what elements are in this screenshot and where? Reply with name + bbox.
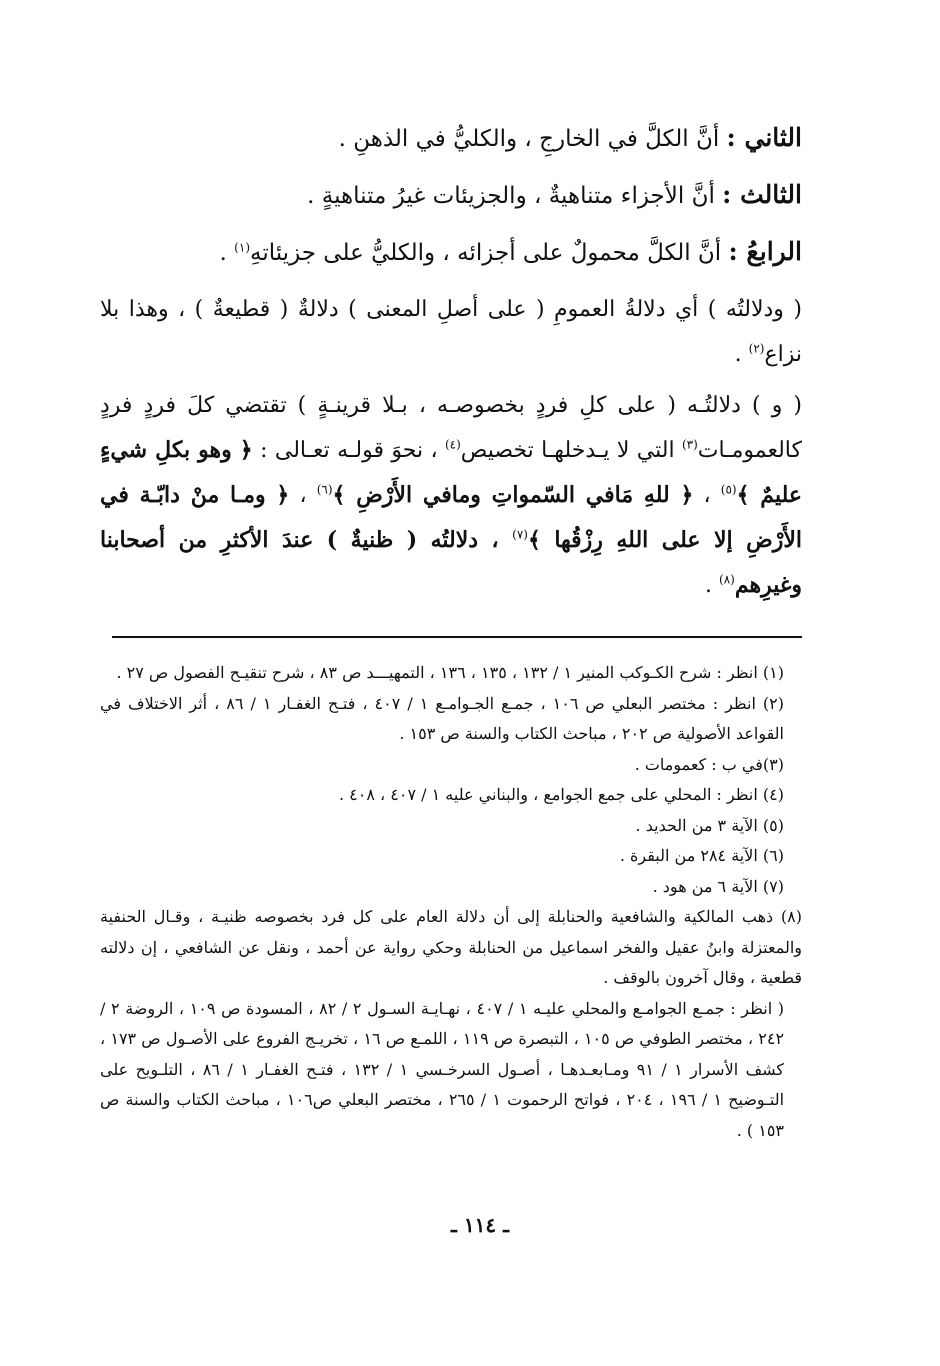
item-heading: الرابعُ : bbox=[728, 237, 802, 266]
paragraph-general-meaning bbox=[100, 287, 802, 377]
footnote: (٦) الآية ٢٨٤ من البقرة . bbox=[619, 846, 784, 865]
quran-verse: ﴿ ومـا منْ دابّـة في الأَرْضِ إلا على اللهِ رِزْقُها ﴾ bbox=[100, 482, 802, 553]
paragraph-individual-meaning bbox=[100, 383, 802, 608]
footnote-ref: (١) bbox=[234, 240, 250, 255]
paragraph-text: التي لا يـدخلهـا تخصيص bbox=[460, 438, 682, 463]
quran-verse: ﴿ للهِ مَافي السّمواتِ ومافي الأَرْضِ ﴾ bbox=[332, 482, 694, 508]
item-text: أنَّ الكلَّ في الخارجِ ، والكليُّ في الذهنِ . bbox=[338, 126, 727, 152]
footnote: (٧) الآية ٦ من هود . bbox=[652, 876, 784, 896]
paragraph-text: ( ودلالتُه ) أي دلالةُ العمومِ ( على أصلِ المعنى ) دلالةٌ ( قطيعةٌ ) ، وهذا بلا نزاع bbox=[100, 297, 802, 367]
footnote: (٨) ذهب المالكية والشافعية والحنابلة إلى أن دلالة العام على كل فرد بخصوصه ظنيـة ، وقـال الحنفية والمعتزلة وابنُ عقيل والفخر اسماعيل من الحنابلة وحكي رواية عن أحمد ، ونقل عن الشافعي ، إن دلالته قطعية ، وقال آخرون بالوقف . bbox=[100, 907, 802, 987]
item-tail: . bbox=[219, 240, 235, 266]
separator: ، bbox=[693, 483, 721, 508]
footnote-ref: (٣) bbox=[681, 437, 698, 452]
footnote: (١) انظر : شرح الكـوكب المنير ١ / ١٣٢ ، ١٣٥ ، ١٣٦ ، التمهيـــد ص ٨٣ ، شرح تنقيـح الفصول ص ٢٧ . bbox=[116, 663, 784, 682]
footnote-divider bbox=[112, 636, 802, 638]
separator: ، bbox=[289, 483, 317, 508]
footnote: (٤) انظر : المحلي على جمع الجوامع ، والبناني عليه ١ / ٤٠٧ ، ٤٠٨ . bbox=[338, 785, 784, 804]
item-text: أنَّ الأجزاء متناهيةٌ ، والجزيئات غيرُ متناهيةٍ . bbox=[307, 183, 723, 209]
footnote-ref: (٥) bbox=[720, 482, 737, 497]
footnote-ref: (٢) bbox=[748, 341, 765, 356]
item-second bbox=[100, 110, 802, 167]
item-fourth bbox=[100, 224, 802, 281]
footnote-ref: (٨) bbox=[719, 572, 735, 587]
footnote-ref: (٤) bbox=[444, 437, 461, 452]
paragraph-text: ( و ) دلالتُـه ( على كلِ فردٍ بخصوصـه ، بـلا قرينـةٍ ) تقتضي كلَ فردٍ فردٍ كالعمومـات bbox=[100, 393, 802, 463]
footnote-ref: (٦) bbox=[316, 482, 333, 497]
quran-verse: ﴿ وهو بكلِ شيءٍ عليمٌ ﴾ bbox=[100, 437, 802, 508]
item-heading: الثالث : bbox=[722, 180, 802, 209]
footnote: (٢) انظر : مختصر البعلي ص ١٠٦ ، جمـع الجـوامـع ١ / ٤٠٧ ، فتـح الغفـار ١ / ٨٦ ، أثر الاختلاف في القواعد الأصولية ص ٢٠٢ ، مباحث الكتاب والسنة ص ١٥٣ . bbox=[100, 693, 785, 743]
footnote-references: ( انظر : جمـع الجوامـع والمحلي عليـه ١ / ٤٠٧ ، نهـايـة السـول ٢ / ٨٢ ، المسودة ص ١٠٩ ، الروضة ٢ / ٢٤٢ ، مختصر الطوفي ص ١٠٥ ، التبصرة ص ١١٩ ، اللمـع ص ١٦ ، تخريـج الفروع على الأصـول ص ١٧٣ ، كشف الأسرار ١ / ٩١ ومـابعـدهـا ، أصـول السرخـسي ١ / ١٣٢ ، فتـح الغفـار ١ / ٨٦ ، التلـويح على التـوضيح ١ / ١٩٦ ، ٢٠٤ ، فواتح الرحموت ١ / ٢٦٥ ، مختصر البعلي ص١٠٦ ، مباحث الكتاب والسنة ص ١٥٣ ) . bbox=[100, 998, 785, 1140]
footnote-ref: (٧) bbox=[512, 527, 528, 542]
main-text bbox=[100, 110, 802, 1146]
page-number: ـ ١١٤ ـ bbox=[451, 1213, 509, 1237]
paragraph-text: ، نحوَ قولـه تعـالى : bbox=[252, 438, 445, 463]
paragraph-text: ، دلالتُه ( ظنيةٌ ) عندَ الأكثرِ من أصحابنا وغيرِهم bbox=[100, 527, 802, 598]
item-third bbox=[100, 167, 802, 224]
paragraph-tail: . bbox=[734, 342, 749, 367]
item-heading: الثاني : bbox=[726, 123, 802, 152]
footnote: (٣)في ب : كعمومات . bbox=[634, 754, 784, 774]
footnotes bbox=[100, 658, 802, 1146]
item-text: أنَّ الكلَّ محمولٌ على أجزائه ، والكليُّ على جزيئاتهِ bbox=[250, 240, 729, 266]
footnote: (٥) الآية ٣ من الحديد . bbox=[635, 815, 784, 835]
paragraph-tail: . bbox=[705, 573, 720, 598]
